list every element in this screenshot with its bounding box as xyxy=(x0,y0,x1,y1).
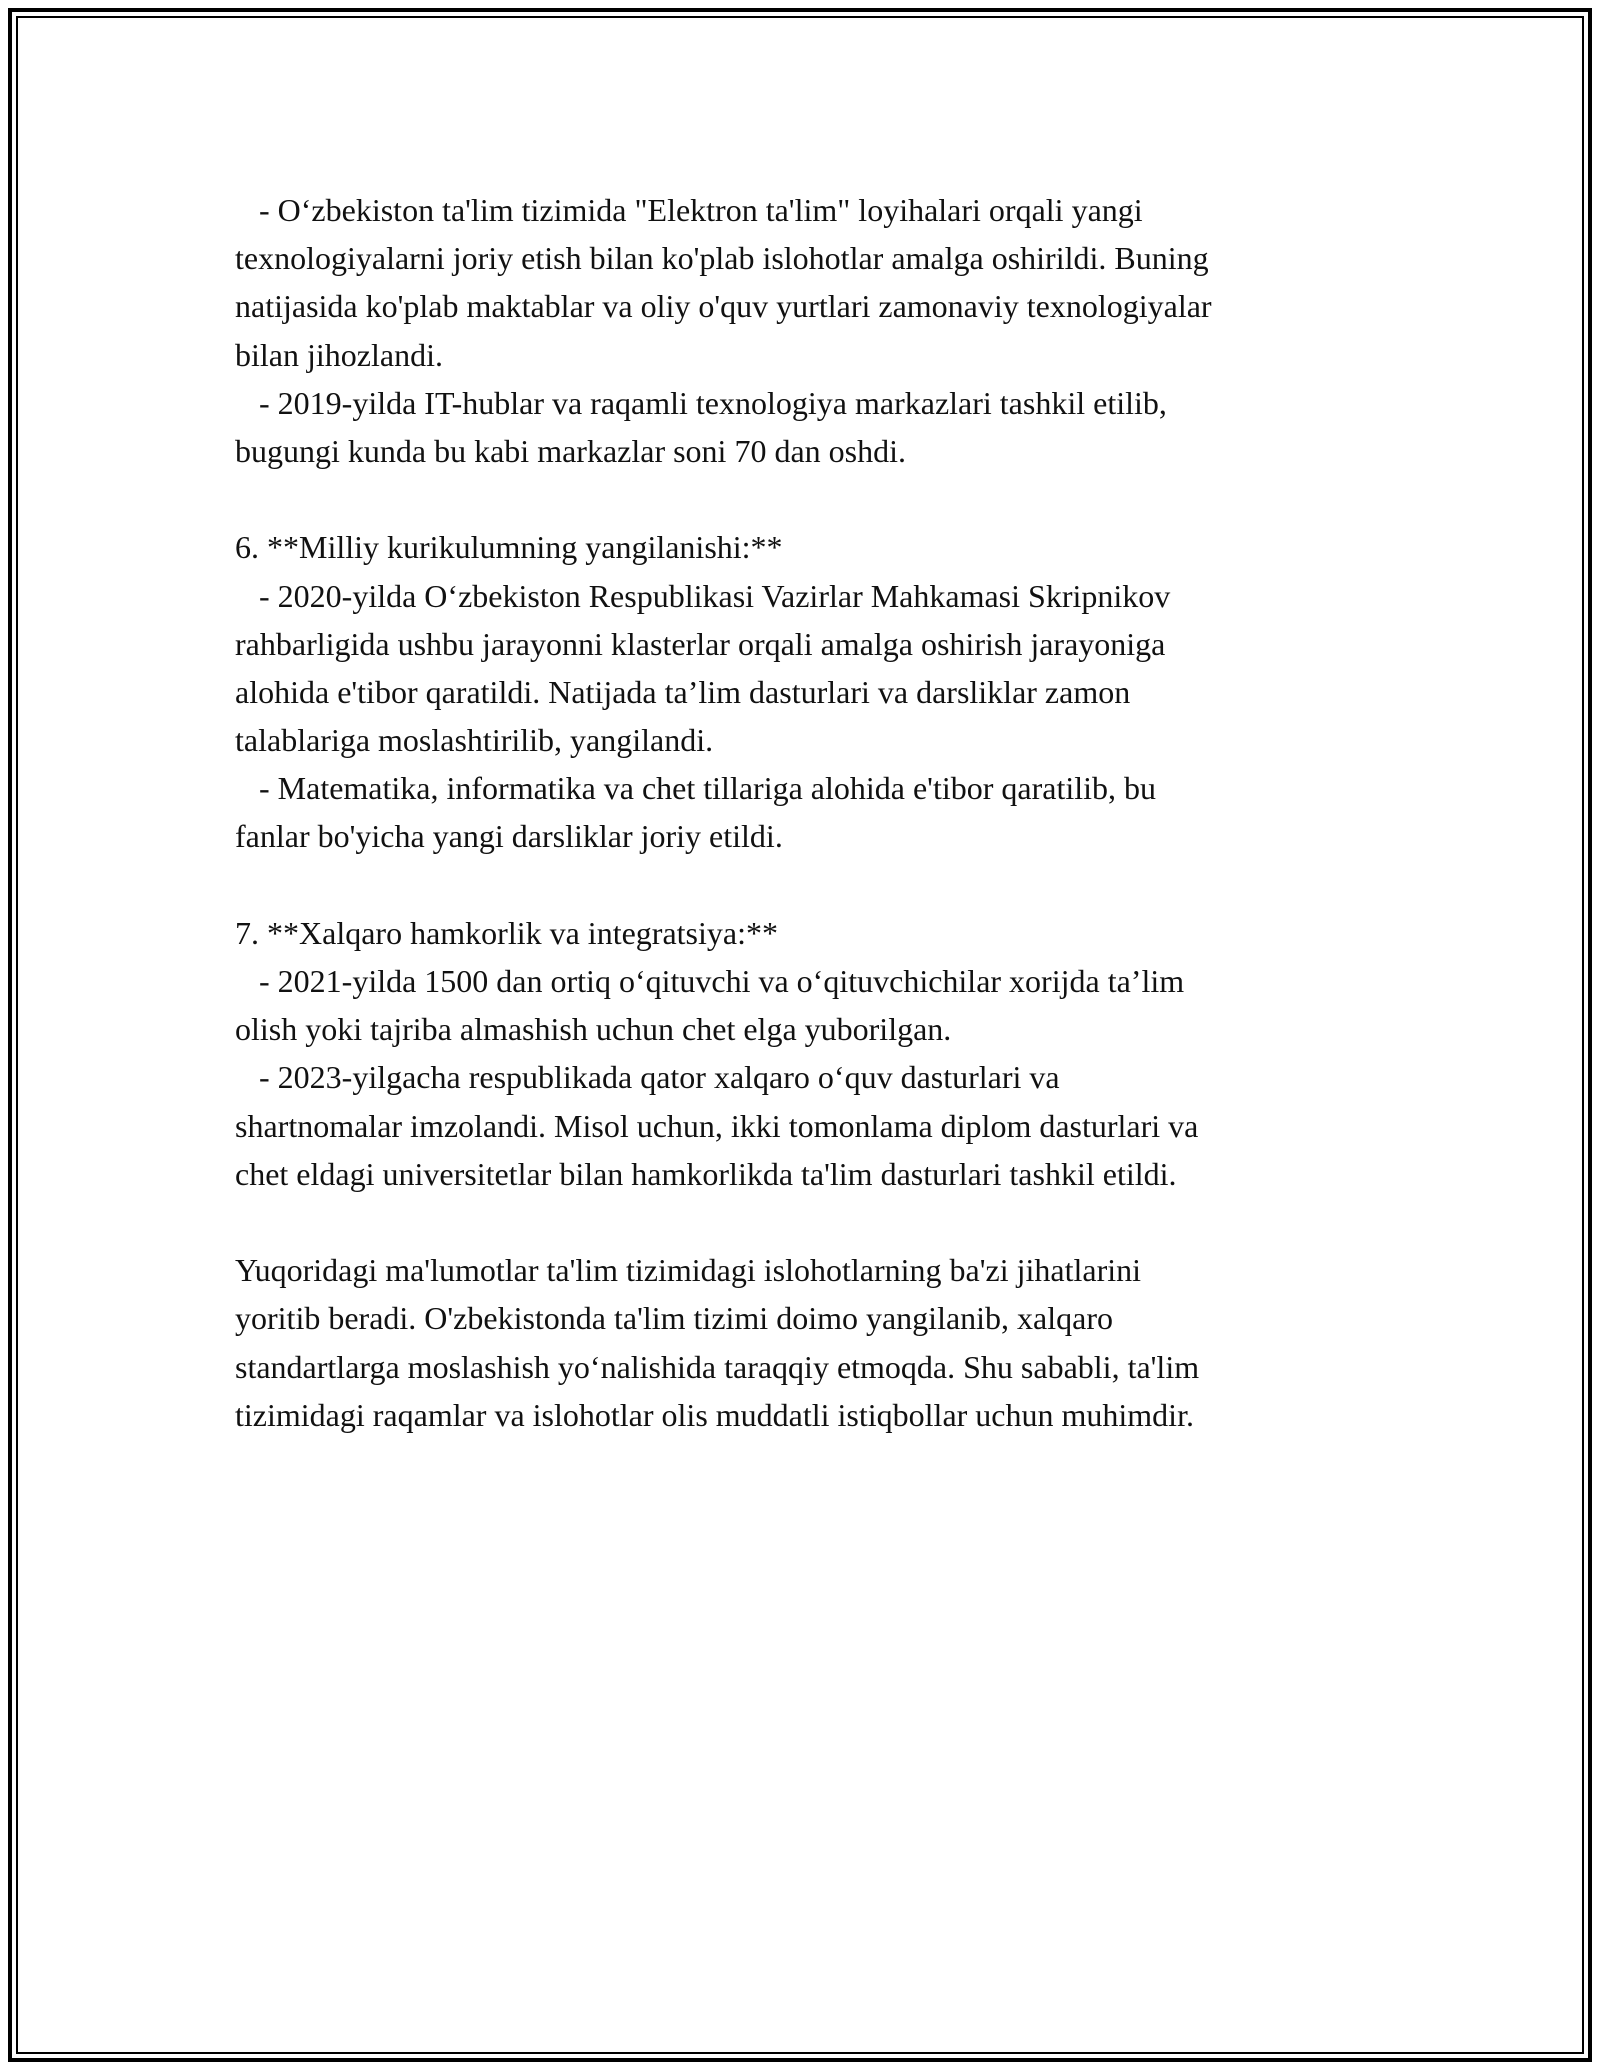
section-5-item-1 xyxy=(235,186,1375,379)
text-line: bugungi kunda bu kabi markazlar soni 70 dan oshdi. xyxy=(235,432,906,469)
section-heading: 7. **Xalqaro hamkorlik va integratsiya:** xyxy=(235,914,778,951)
section-heading: 6. **Milliy kurikulumning yangilanishi:** xyxy=(235,529,783,566)
paragraph-spacer xyxy=(235,475,1375,523)
section-7-item-1 xyxy=(235,957,1375,1053)
text-line: natijasida ko'plab maktablar va oliy o'quv yurtlari zamonaviy texnologiyalar xyxy=(235,288,1212,325)
section-7 xyxy=(235,909,1375,1198)
text-line: yoritib beradi. O'zbekistonda ta'lim tizimi doimo yangilanib, xalqaro xyxy=(235,1300,1113,1337)
document-body xyxy=(235,186,1375,1439)
text-line: - Matematika, informatika va chet tillariga alohida e'tibor qaratilib, bu xyxy=(235,770,1156,807)
text-line: bilan jihozlandi. xyxy=(235,336,443,373)
text-line: rahbarligida ushbu jarayonni klasterlar orqali amalga oshirish jarayoniga xyxy=(235,625,1166,662)
text-line: talablariga moslashtirilib, yangilandi. xyxy=(235,722,714,759)
text-line: shartnomalar imzolandi. Misol uchun, ikki tomonlama diplom dasturlari va xyxy=(235,1107,1199,1144)
text-line: - O‘zbekiston ta'lim tizimida "Elektron ta'lim" loyihalari orqali yangi xyxy=(235,192,1143,228)
text-line: chet eldagi universitetlar bilan hamkorlikda ta'lim dasturlari tashkil etildi. xyxy=(235,1155,1177,1192)
section-6-item-1 xyxy=(235,572,1375,765)
text-line: fanlar bo'yicha yangi darsliklar joriy etildi. xyxy=(235,818,783,855)
section-5-item-2 xyxy=(235,379,1375,475)
section-7-item-2 xyxy=(235,1053,1375,1198)
paragraph-spacer xyxy=(235,1198,1375,1246)
text-line: Yuqoridagi ma'lumotlar ta'lim tizimidagi islohotlarning ba'zi jihatlarini xyxy=(235,1252,1141,1289)
text-line: - 2020-yilda O‘zbekiston Respublikasi Vazirlar Mahkamasi Skripnikov xyxy=(235,577,1171,614)
paragraph-spacer xyxy=(235,861,1375,909)
text-line: - 2019-yilda IT-hublar va raqamli texnologiya markazlari tashkil etilib, xyxy=(235,384,1167,421)
text-line: - 2021-yilda 1500 dan ortiq o‘qituvchi va o‘qituvchichilar xorijda ta’lim xyxy=(235,963,1185,999)
section-6 xyxy=(235,523,1375,860)
text-line: alohida e'tibor qaratildi. Natijada ta’lim dasturlari va darsliklar zamon xyxy=(235,673,1131,710)
text-line: - 2023-yilgacha respublikada qator xalqaro o‘quv dasturlari va xyxy=(235,1059,1060,1096)
conclusion-paragraph xyxy=(235,1246,1375,1439)
text-line: tizimidagi raqamlar va islohotlar olis muddatli istiqbollar uchun muhimdir. xyxy=(235,1396,1194,1433)
text-line: olish yoki tajriba almashish uchun chet elga yuborilgan. xyxy=(235,1011,952,1048)
text-line: standartlarga moslashish yo‘nalishida taraqqiy etmoqda. Shu sababli, ta'lim xyxy=(235,1348,1200,1385)
section-6-item-2 xyxy=(235,764,1375,860)
text-line: texnologiyalarni joriy etish bilan ko'plab islohotlar amalga oshirildi. Buning xyxy=(235,240,1209,277)
